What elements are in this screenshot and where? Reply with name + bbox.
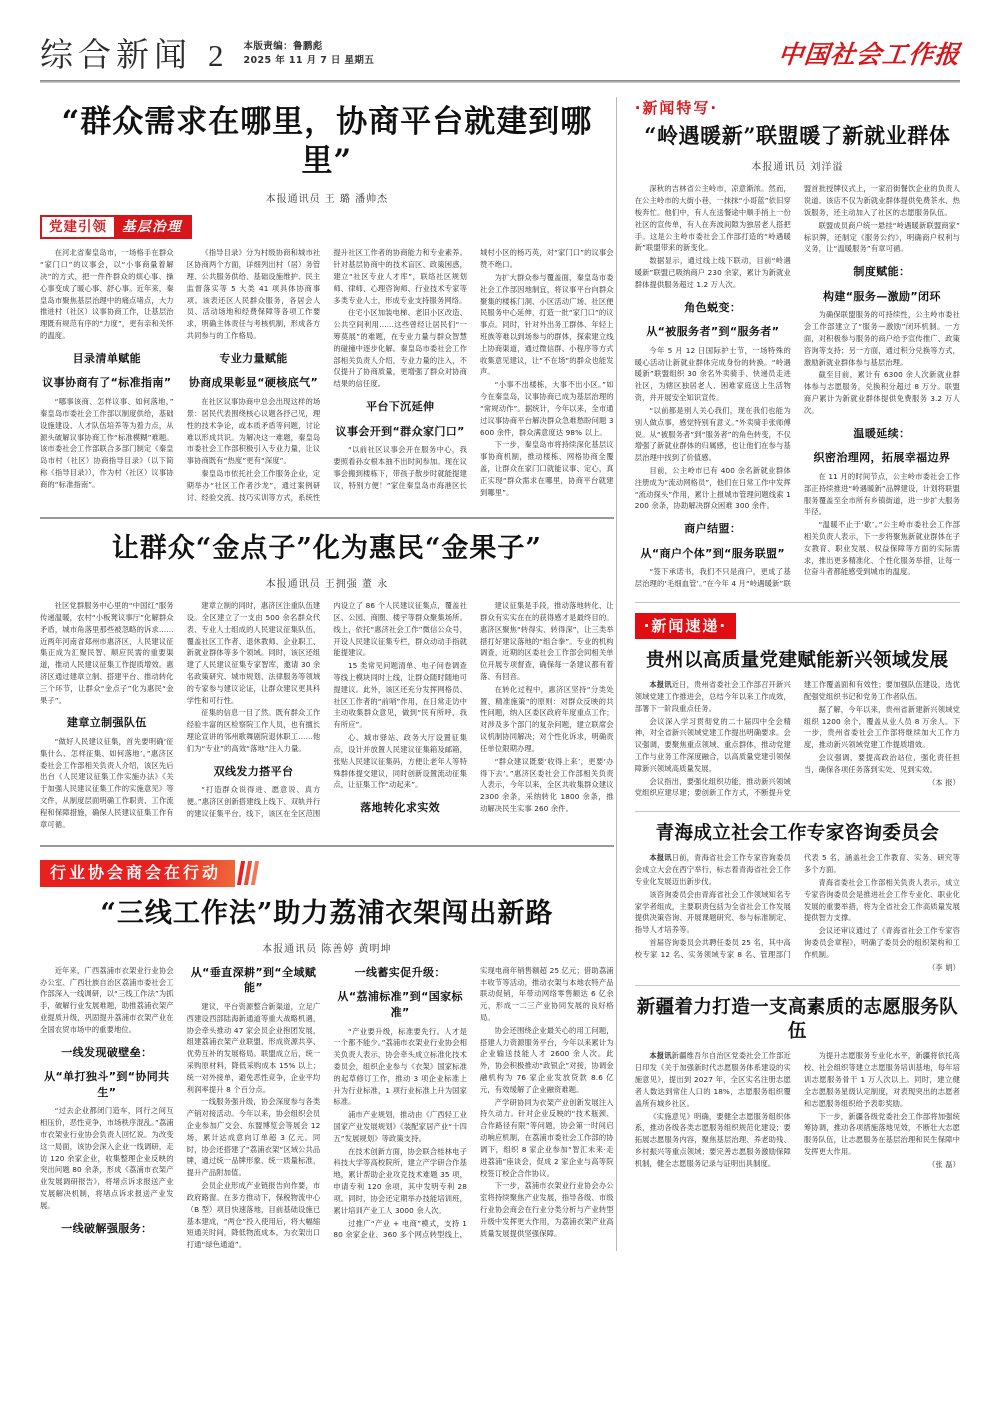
paragraph: 建章立制的同时，惠济区注重队伍建设。全区建立了一支由 500 余名群众代表、专业人士组成的人民建议征集队伍，覆盖社区工作者、退休教师、企业职工、新就业群体等多个领域。同时，该区还组建了人民建议征集专家智库，邀请 30 余名政策研究、城市规划、法律服务等领域的专家参与建议论证，让群众建议更具科学性和可行性。 [186, 601, 321, 705]
brief-3-headline: 新疆着力打造一支高素质的志愿服务队伍 [636, 997, 959, 1043]
editor-line: 本版责编：鲁鹏彪 [243, 40, 323, 52]
paragraph: 秦皇岛市依托社会工作服务企业，定期举办“社区工作者沙龙”，通过案例研讨、经验交流、技巧实训等方式，系统性提升社区工作者的协商能力和专业素养。针对基层协商中的技术盲区、政策困惑，建立“社区专业人才库”，联络社区规划师、律师、心理咨询师、行业技术专家等多类专业人士，形成专业支持服务网络。 [186, 248, 468, 502]
paragraph: 社区党群服务中心里的“中国红”服务传递温暖，农村“小板凳议事厅”化解群众矛盾，城市角落里那些被忽略的诉求……近两年河南省郑州市惠济区，人民建议征集正成为汇聚民智、顺应民需的重要渠道，推动人民建议征集工作提质增效。惠济区通过建章立制、搭建平台、推动转化三个环节，让群众“金点子”化为惠民“金果子”。 [40, 601, 174, 705]
feature-subhead-2-line-1: 商户结盟： [684, 522, 742, 536]
paragraph: 产学研协同为衣架产业创新发展注入持久动力。针对企业反映的“技术瓶颈、合作路径有限”等问题，协会第一时间启动响应机制，在荔浦市委社会工作部的协调下，组织 8 家企业参加“智汇未来·走进荔浦”座谈会，促成 2 家企业与高等院校签订校企合作协议。 [480, 1097, 614, 1178]
article-1-subhead-3-line-1: 平台下沉延伸 [365, 400, 435, 414]
news-briefs [635, 613, 960, 1171]
paragraph: 今年 5 月 12 日国际护士节，一场特殊的暖心活动让新就业群体完成身份的转换。“岭遇暖新”联盟组织 30 余名外卖骑手、快递员走进社区，为辖区独居老人、困难家庭送上生活物资，并开展安全知识宣传。 [634, 345, 791, 403]
date-line: 2025 年 11 月 7 日 星期五 [243, 55, 375, 67]
article-1-subhead-2-line-1: 专业力量赋能 [219, 351, 288, 365]
article-divider-2 [40, 845, 614, 847]
article-divider-1 [40, 517, 614, 519]
paragraph: 青海省委社会工作部相关负责人表示，成立专家咨询委员会是推进社会工作专业化、职业化发展的重要举措，将为全省社会工作高质量发展提供智力支撑。 [803, 877, 960, 923]
article-1-headline: “群众需求在哪里，协商平台就建到哪里” [61, 104, 593, 179]
paragraph: 为扩大群众参与覆盖面，秦皇岛市委社会工作部因地制宜，将议事平台向群众聚集的楼栋门洞、小区活动广场、社区便民服务中心延伸，打造一批“家门口”的议事点。同时，针对外出务工群体、年轻上班族等难以到场参与的群体，探索建立线上协商渠道，通过微信群、小程序等方式收集意见建议，让“不在场”的群众也能发声。 [480, 272, 614, 377]
brief-3-lead: 本报讯 [649, 1051, 672, 1061]
brief-3-signature: （张 磊） [927, 1159, 960, 1169]
paragraph: 在河北省秦皇岛市，一场格手在群众“家门口”的议事会，以“小事商量着解决”的方式，把一件件群众的烦心事、操心事变成了暖心事、舒心事。近年来，秦皇岛市聚焦基层治理中的痛点堵点，大力推进村（社区）议事协商工作，让基层治理既有规范有序的“力度”，更有亲和关怀的温度。 [40, 248, 174, 341]
paragraph: 15 类常见问题清单、电子问卷调查等线上模块同时上线，让群众随时随地可提建议。此外，该区还充分发挥网格员、社区工作者的“前哨”作用，在日常走访中主动收集群众意见，做到“民有所呼，我有所应”。 [333, 661, 468, 730]
feature-subhead-3-line-2: 构建“服务—激励”闭环 [823, 289, 941, 303]
brief-1-lead: 本报讯 [649, 680, 672, 690]
feature-byline: 本报通讯员 刘洋溢 [751, 162, 844, 174]
paragraph: 目前，公主岭市已有 400 余名新就业群体注册成为“流动网格员”，他们在日常工作中发挥“流动探头”作用，累计上报城市管理问题线索 1200 余条，协助解决群众困难 300 余件。 [634, 465, 791, 511]
paragraph: 建议征集是手段，推动落地转化、让群众有实实在在的获得感才是最终目的。惠济区聚焦“转得实、转得深”，让三类举措打好建议落地的“组合拳”。专业的机构调查，近期的区委社会工作部会同相关单位开展专项督查，确保每一条建议都有着落、有回音。 [480, 601, 614, 681]
paragraph: 在转化过程中，惠济区坚持“分类处置、精准施策”的原则：对群众反映的共性问题，纳入区委区政府年度重点工作；对涉及多个部门的复杂问题，建立联席会议机制协同解决；对个性化诉求，明确责任单位限期办理。 [480, 684, 614, 753]
paragraph: 一线服务强升级，协会深度参与各类产销对接活动。今年以来，协会组织会员企业参加广交会、东盟博览会等展会 12 场，累计达成意向订单超 3 亿元。同时，协会还搭建了“荔浦衣架”区域公共品牌，通过统一品牌形象、统一质量标准，提升产品附加值。 [186, 1097, 321, 1178]
feature-subhead-2-line-2: 从“商户个体”到“服务联盟” [640, 546, 786, 560]
feature-article [635, 97, 960, 590]
paragraph: 数据显示，通过线上线下联动，目前“岭遇暖新”联盟已吸纳商户 230 余家，累计为新就业群体提供服务超过 1.2 万人次。 [634, 256, 791, 289]
paragraph: “以前社区议事会开在服务中心，我要照看孙女根本抽不出时间参加。现在议事会搬到楼栋下，带孩子散步时就能提建议，特别方便！”家住秦皇岛市海港区长城村小区的杨巧英，对“家门口”的议事会赞不绝口。 [333, 248, 614, 490]
paragraph: 《实施意见》明确，要健全志愿服务组织体系，推动各级各类志愿服务组织规范化建设；要拓展志愿服务内容，聚焦基层治理、养老助残、乡村振兴等重点领域；要完善志愿服务激励保障机制，健全志愿服务记录与证明出具制度。 [634, 1111, 791, 1168]
briefs-label: ·新闻速递· [635, 613, 736, 639]
brief-item [635, 996, 960, 1171]
paragraph: 在社区议事协商中总会出现这样的场景：居民代表围绕核心议题各抒己见，理性的技术争论，或本质矛盾等问题，讨论难以形成共识。为解决这一难题，秦皇岛市委社会工作部积极引入专业力量，让议事协商既有“热度”更有“深度”。 [186, 397, 321, 466]
page-content [0, 97, 1000, 1251]
paragraph: 截至目前，累计有 6300 余人次新就业群体参与志愿服务，兑换积分超过 8 万分。联盟商户累计为新就业群体提供免费服务 3.2 万人次。 [803, 370, 960, 415]
paragraph: “小事不出楼栋，大事不出小区。”如今在秦皇岛，议事协商已成为基层治理的“常规动作”。据统计，今年以来，全市通过议事协商平台解决群众急难愁盼问题 3600 余件，群众满意度达 98% 以上。 [480, 380, 614, 437]
brief-2-signature: （李 娟） [927, 962, 960, 972]
paragraph: 该咨询委员会由青海省社会工作领域知名专家学者组成，主要职责包括为全省社会工作发展提供决策咨询、开展课题研究、参与标准制定、指导人才培养等。 [634, 889, 791, 935]
brief-2-body [635, 852, 960, 973]
paragraph: “做好人民建议征集，首先要明确‘征集什么、怎样征集、如何落地’。”惠济区委社会工作部相关负责人介绍，该区先后出台《人民建议征集工作实施办法》《关于加强人民建议征集工作的实施意见》等文件，从制度层面明确工作职责、工作流程和保障措施，确保人民建议征集工作有章可循。 [40, 737, 174, 829]
paragraph: “以前都是别人关心我们，现在我们也能为别人做点事，感觉特别有意义。”外卖骑手张师傅说。从“被服务者”到“服务者”的角色转变，不仅增强了新就业群体的归属感，也让他们在参与基层治理中找到了价值感。 [634, 405, 791, 463]
article-2-body [40, 600, 614, 830]
article-1-badge [40, 215, 192, 240]
brief-1-body [635, 679, 960, 799]
paragraph: 为确保联盟服务的可持续性，公主岭市委社会工作部建立了“服务—激励”闭环机制。一方面，对积极参与服务的商户给予宣传推广、政策咨询等支持；另一方面，通过积分兑换等方式，激励新就业群体参与基层治理。 [803, 310, 960, 367]
paragraph: “产业要升级，标准要先行。人才是一个都不能少。”荔浦市衣架业行业协会相关负责人表示，协会牵头成立标准化技术委员会，组织企业参与《衣架》国家标准的起草修订工作，推动 3 项企业标准上升为行业标准，1 项行业标准上升为国家标准。 [333, 1026, 468, 1107]
article-2 [40, 532, 614, 830]
article-3-byline: 本报通讯员 陈善婷 黄明坤 [262, 943, 392, 955]
section-name: 综合新闻 [40, 35, 192, 74]
brief-3-body [635, 1050, 960, 1171]
paragraph: “签下承诺书，我们不只是商户，更成了基层治理的‘毛细血管’。”在今年 4 月“岭遇暖新”联盟首批授牌仪式上，一家沿街餐饮企业的负责人说道。该店不仅为新就业群体提供免费茶水、热饭服务，还主动加入了社区的志愿服务队伍。 [634, 184, 960, 589]
badge-party-building: 党建引领 [49, 218, 107, 235]
feature-headline: “岭遇暖新”联盟暖了新就业群体 [644, 123, 951, 148]
article-1-subhead-1-line-2: 议事协商有了“标准指南” [42, 376, 172, 390]
paragraph [635, 852, 791, 887]
page-number: 2 [208, 38, 224, 73]
paragraph: “打造群众说得进、愿意说、真方便。”惠济区创新搭建线上线下、双轨并行的建议征集平台。线下，该区在全区范围内设立了 86 个人民建议征集点，覆盖社区、公园、商圈、楼宇等群众聚集场所。线上，依托“惠济社会工作”微信公众号，开设人民建议征集专栏，群众动动手指就能提建议。 [186, 601, 468, 818]
masthead-divider [40, 80, 960, 83]
paragraph: 会员企业形成产业链报告向作要，市政府路窗。在多方推动下，保税物流中心（B 型）项目快速落地，目前基础设施已基本建成，“两仓”投入使用后，将大幅缩短通关时间，降低物流成本，为衣架出口打通“绿色通道”。 [186, 1181, 321, 1250]
article-1-subhead-2-line-2: 协商成果彰显“硬核底气” [188, 376, 319, 390]
briefs-divider-top [635, 602, 960, 603]
article-3-subhead-1-line-2: 从“单打独斗”到“协同共生” [44, 1070, 170, 1099]
paragraph: 征集的信息一目了然。既有群众工作经验丰富的区检察院工作人员，也有擅长理论宣讲的邻州歌舞剧院退休职工……他们为“专业”的高效“落地”注入力量。 [186, 708, 321, 753]
badge-grassroots-governance: 基层治理 [114, 217, 190, 238]
paragraph-text: 日前，青海省社会工作专家咨询委员会成立大会在西宁举行，标志着青海省社会工作专业化发展迈出新步伐。 [634, 853, 791, 886]
paragraph [635, 679, 791, 714]
article-3-subhead-3-line-1: 一线蓄实促升级： [354, 965, 446, 979]
feature-label: ·新闻特写· [634, 99, 719, 117]
paragraph: 为提升志愿服务专业化水平，新疆将依托高校、社会组织等建立志愿服务培训基地，每年培训志愿服务骨干 1 万人次以上。同时，建立健全志愿服务星级认定制度，对表现突出的志愿者和志愿服务组织给予表彰奖励。 [803, 1051, 960, 1108]
paragraph-text: 新疆维吾尔自治区党委社会工作部近日印发《关于加强新时代志愿服务体系建设的实施意见》，提出到 2027 年，全区实名注册志愿者人数达到常住人口的 18%，志愿服务组织覆盖所有城乡社区。 [634, 1051, 791, 1108]
article-3-subhead-1-line-1: 一线发现破壁垒： [61, 1045, 153, 1059]
article-2-byline: 本报通讯员 王拥强 董 永 [265, 579, 389, 591]
brief-2-lead: 本报讯 [649, 853, 672, 863]
feature-subhead-4-line-2: 织密治理网，拓展幸福边界 [813, 451, 951, 465]
masthead [0, 0, 1000, 74]
banner-industry-associations: 行业协会商会在行动 [40, 860, 235, 887]
paragraph-text: 近日，贵州省委社会工作部召开新兴领域党建工作推进会，总结今年以来工作成效，部署下一阶段重点任务。 [634, 680, 791, 713]
article-1-subhead-1-line-1: 目录清单赋能 [72, 351, 142, 365]
article-2-subhead-1: 建章立制强队伍 [66, 716, 147, 730]
paragraph: 下一步，秦皇岛市将持续深化基层议事协商机制，推动楼栋、网格协商全覆盖，让群众在家门口就能议事、定心，真正实现“群众需求在哪里，协商平台就建到哪里”。 [480, 440, 614, 497]
paragraph: 深秋的吉林省公主岭市，凉意渐浓。然而，在公主岭市的大街小巷，一抹抹“小哥蓝”依旧穿梭奔忙。他们中，有人在送餐途中顺手捎上一份社区的宣传单，有人在奔波间隙为独居老人搭把手。这是公主岭市委社会工作部打造的“岭遇暖新”联盟带来的新变化。 [634, 184, 791, 253]
paragraph: 会议深入学习贯彻党的二十届四中全会精神，对全省新兴领域党建工作提出明确要求。会议强调，要聚焦重点领域、重点群体，推动党建工作与业务工作深度融合，以高质量党建引领保障新兴领域高质量发展。 [634, 716, 791, 773]
paragraph: “过去企业都闭门造车，同行之间互相压价，恶性竞争，市场秩序混乱。”荔浦市衣架业行业协会负责人回忆说。为改变这一局面，该协会深入企业一线调研，走访 120 余家企业，收集整理企业反映的突出问题 80 余条，形成《荔浦市衣架产业发展调研报告》，将堵点诉求报送产业发展解决机制，将堵点诉求报送产业发展。 [40, 1106, 174, 1210]
paragraph: 首届咨询委员会共聘任委员 25 名，其中高校专家 12 名、实务领域专家 8 名、管理部门代表 5 名，涵盖社会工作教育、实务、研究等多个方面。 [634, 853, 960, 959]
newspaper-brand-logo: 中国社会工作报 [776, 40, 962, 69]
paragraph: 住宅小区加装电梯、老旧小区改造、公共空间利用……这些曾经让居民们“一筹莫展”的难题，在专业力量与群众智慧的碰撞中逐步化解。秦皇岛市委社会工作部相关负责人介绍，专业力量的注入，不仅提升了协商质量，更增强了群众对协商结果的信任度。 [333, 308, 468, 389]
briefs-divider-2 [635, 985, 960, 986]
article-3-subhead-2-line-1: 一线破解强服务： [61, 1221, 153, 1235]
article-3-subhead-3-line-2: 从“荔浦标准”到“国家标准” [337, 990, 463, 1019]
left-column [40, 97, 614, 1251]
paragraph: 会议强调，要提高政治站位，强化责任担当，确保各项任务落到实处、见到实效。 [803, 752, 960, 774]
brief-2-headline: 青海成立社会工作专家咨询委员会 [655, 823, 940, 845]
paragraph: 在技术创新方面，协会联合桂林电子科技大学等高校院所，建立产学研合作基地，累计帮助企业攻克技术难题 35 项，申请专利 120 余项，其中发明专利 28 项。同时，协会还定期举办技能培训班，累计培训产业工人 3000 余人次。 [333, 1146, 468, 1215]
paragraph [635, 1050, 791, 1109]
brief-item [635, 649, 960, 799]
article-3-subhead-2-line-2: 从“垂直深耕”到“全域赋能” [190, 965, 317, 995]
article-2-headline: 让群众“金点子”化为惠民“金果子” [111, 533, 542, 565]
article-1-byline: 本报通讯员 王 璐 潘帅杰 [265, 193, 389, 205]
masthead-meta [244, 40, 375, 71]
paragraph: 下一步，荔浦市衣架业行业协会办公室将持续聚焦产业发展，指导各级、市级行业协会商会在行业分类分析与产业转型升级中发挥更大作用，为荔浦衣架产业高质量发展提供坚强保障。 [480, 1181, 614, 1238]
feature-subhead-1-line-1: 角色蜕变： [684, 300, 742, 314]
paragraph: 《指导目录》分为村级协商和城市社区协商两个方面，详细列出村（居）务管理、公共服务供给、基础设施维护、民主监督落实等 5 大类 41 项具体协商事项。该表还区人民群众服务，各居会人员、活动场地和经费保障等各项工作要求，明确主体责任与考核机制，形成各方共同参与的工作格局。 [186, 248, 321, 341]
article-3-banner [40, 860, 614, 887]
feature-subhead-4-line-1: 温暖延续： [853, 426, 911, 440]
article-3-headline: “三线工作法”助力荔浦衣架闯出新路 [100, 897, 554, 929]
paragraph: “温暖不止于‘歇’。”公主岭市委社会工作部相关负责人表示，下一步将聚焦新就业群体在子女教育、职业发展、权益保障等方面的实际需求，推出更多精准化、个性化服务举措，让每一位奋斗者都能感受到城市的温度。 [803, 520, 960, 577]
article-1-body [40, 247, 614, 503]
article-3 [40, 860, 614, 1251]
paragraph: 心、城市驿站、政务大厅设置征集点，设计并放置人民建议征集箱及邮箱，张贴人民建议征集码，方便让老年人等特殊群体提交建议，同时创新设置流动征集点，让征集工作“动起来”。 [333, 733, 468, 790]
paragraph: 会议还审议通过了《青海省社会工作专家咨询委员会章程》，明确了委员会的组织架构和工作机制。 [803, 926, 960, 959]
article-1-subhead-3-line-2: 议事会开到“群众家门口” [335, 424, 465, 438]
brief-1-headline: 贵州以高质量党建赋能新兴领域发展 [646, 650, 949, 672]
paragraph: 在 11 月的时间节点，公主岭市委社会工作部正持续推进“岭遇暖新”品牌建设，计划将联盟服务覆盖至全市所有乡镇街道，进一步扩大服务半径。 [803, 471, 960, 517]
feature-subhead-3-line-1: 制度赋能： [853, 265, 911, 279]
paragraph: 浦市产业规划，推动由《广西轻工业国家产业发展规划》《装配家居产业“十四五”发展规划》等政策支持。 [333, 1110, 468, 1143]
paragraph: 据了解，今年以来，贵州省新建新兴领域党组织 1200 余个，覆盖从业人员 8 万余人。下一步，贵州省委社会工作部将继续加大工作力度，推动新兴领域党建工作提质增效。 [803, 704, 960, 750]
paragraph: 下一步，新疆各级党委社会工作部将加强统筹协调，推动各项措施落地见效，不断壮大志愿服务队伍，让志愿服务在基层治理和民生保障中发挥更大作用。 [803, 1111, 960, 1156]
paragraph: 过推广“产业 + 电商”模式，支持 180 余家企业、360 多个网点转型线上，实现电商年销售额超 25 亿元；借助荔浦丰收节等活动，推动衣架与本地农特产品联动促销，年带动网络零售额达 6 亿余元，形成一二三产业协同发展的良好格局。 [333, 965, 614, 1240]
paragraph: “群众建议既要‘收得上来’，更要‘办得下去’。”惠济区委社会工作部相关负责人表示，今年以来，全区共收集群众建议 2300 余条，采纳转化 1800 余条，推动解决民生实事 260 余件。 [480, 756, 614, 813]
article-2-subhead-2: 双线发力搭平台 [213, 764, 294, 778]
article-2-subhead-3: 落地转化求实效 [360, 801, 441, 815]
brief-item [635, 822, 960, 973]
paragraph: “哪事该商、怎样议事、如何落地，”秦皇岛市委社会工作部以制度供给，基础设施建设、人才队伍培养等为着力点，从源头破解议事协商工作“标准模糊”难题。该市委社会工作部联合多部门制定《秦皇岛市村（社区）协商指导目录》（以下简称《指导目录》），作为村（社区）议事协商的“标准指南”。 [40, 397, 174, 489]
paragraph: 建议，平台资源整合新渠道，立足广西建设西部陆海新通道等重大战略机遇，协会牵头推动 47 家会员企业抱团发展，组建荔浦衣架产业联盟，形成资源共享、优势互补的发展格局。联盟成立后，统一采购原材料，降低采购成本 15% 以上；统一对外接单，避免恶性竞争，企业平均利润率提升 8 个百分点。 [186, 1001, 321, 1094]
masthead-left [40, 35, 375, 74]
paragraph: 会议指出，要强化组织功能，推动新兴领域党组织应建尽建；要创新工作方式，不断提升党建工作覆盖面和有效性；要加强队伍建设，选优配强党组织书记和党务工作者队伍。 [634, 680, 960, 798]
article-1 [40, 103, 614, 503]
brief-1-signature: （本 报） [927, 777, 960, 787]
feature-subhead-1-line-2: 从“被服务者”到“服务者” [646, 325, 780, 339]
paragraph: 联盟成员商户统一悬挂“岭遇暖新联盟商家”标识牌，还制定《服务公约》，明确商户权利与义务，让“温暖服务”有章可循。 [803, 220, 960, 254]
feature-body [635, 183, 960, 590]
article-3-body [40, 965, 614, 1251]
right-column [616, 97, 960, 1251]
banner-stripes-icon [239, 861, 257, 885]
briefs-divider-1 [635, 811, 960, 812]
paragraph: 近年来，广西荔浦市衣架业行业协会办公室、广西壮族自治区荔浦市委社会工作部深入一线调研，以“三线工作法”为抓手，破解行业发展难题，助推荔浦衣架产业提质升级，巩固提升荔浦市衣架产业在全国农贸市场中的重要地位。 [40, 965, 174, 1034]
paragraph: 协会还围绕企业最关心的用工问题，搭建人力资源服务平台，今年以来累计为企业输送技能人才 2600 余人次。此外，协会积极推动“政银企”对接，协调金融机构为 76 家企业发放贷款 8.6 亿元，有效缓解了企业融资难题。 [480, 1025, 614, 1094]
